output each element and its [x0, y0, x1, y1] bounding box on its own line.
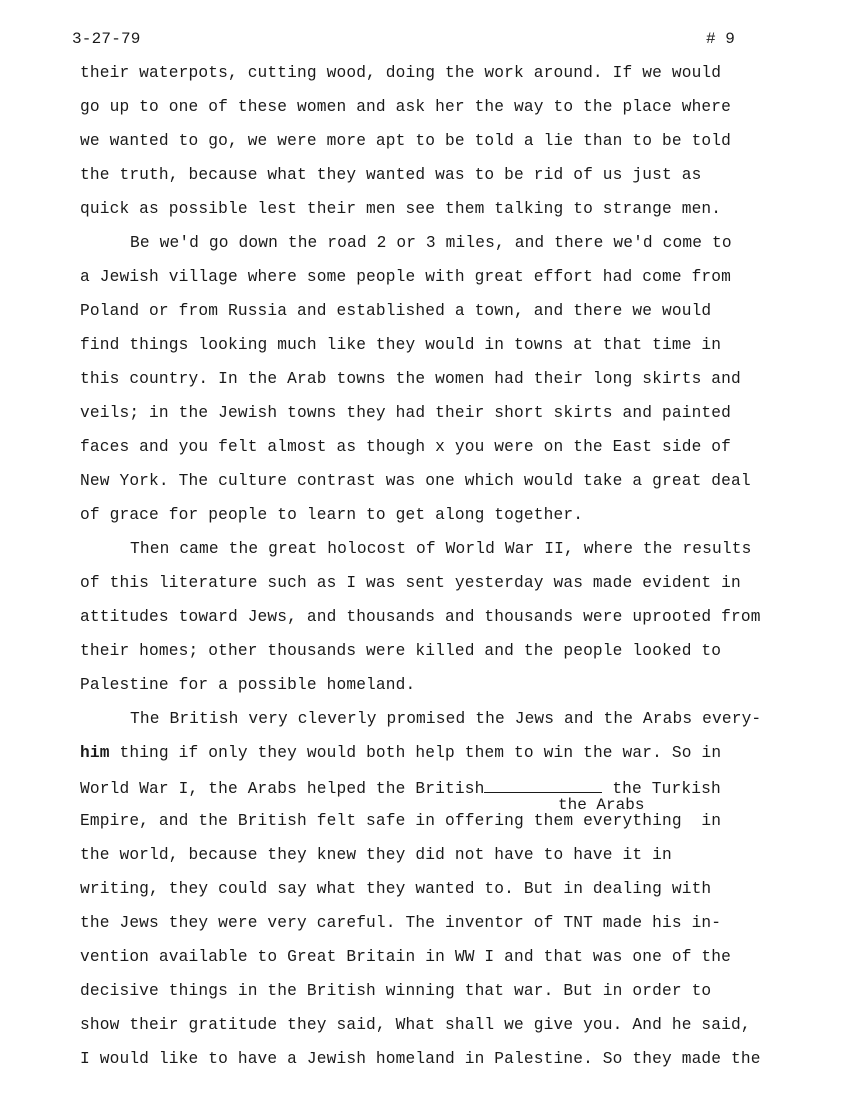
- text-line-suffix: the Turkish: [612, 780, 721, 798]
- text-line: veils; in the Jewish towns they had their short skirts and painted: [80, 404, 732, 422]
- text-line: decisive things in the British winning that war. But in order to: [80, 982, 712, 1000]
- paragraph-start-line: Then came the great holocost of World War II, where the results: [130, 540, 752, 558]
- text-line-content: thing if only they would both help them to win the war. So in: [119, 744, 722, 762]
- text-line: find things looking much like they would in towns at that time in: [80, 336, 722, 354]
- text-line: [80, 744, 721, 762]
- text-line: Empire, and the British felt safe in offering them everything in: [80, 812, 722, 830]
- text-line: New York. The culture contrast was one which would take a great deal: [80, 472, 751, 490]
- text-line: attitudes toward Jews, and thousands and thousands were uprooted from: [80, 608, 761, 626]
- text-line: writing, they could say what they wanted to. But in dealing with: [80, 880, 712, 898]
- paragraph-start-line: The British very cleverly promised the Jews and the Arabs every-: [130, 710, 762, 728]
- text-line: the Jews they were very careful. The inventor of TNT made his in-: [80, 914, 722, 932]
- text-line-prefix: World War I, the Arabs helped the British: [80, 780, 485, 798]
- text-line: of this literature such as I was sent yesterday was made evident in: [80, 574, 741, 592]
- overstrike-text: him: [80, 744, 110, 762]
- text-line: their waterpots, cutting wood, doing the work around. If we would: [80, 64, 722, 82]
- text-line: [80, 778, 721, 798]
- text-line: faces and you felt almost as though x you were on the East side of: [80, 438, 732, 456]
- text-line: quick as possible lest their men see them talking to strange men.: [80, 200, 722, 218]
- text-line: go up to one of these women and ask her the way to the place where: [80, 98, 732, 116]
- paragraph-start-line: Be we'd go down the road 2 or 3 miles, and there we'd come to: [130, 234, 732, 252]
- text-line: vention available to Great Britain in WW I and that was one of the: [80, 948, 732, 966]
- text-line: Poland or from Russia and established a town, and there we would: [80, 302, 712, 320]
- text-line: a Jewish village where some people with great effort had come from: [80, 268, 732, 286]
- text-line: the truth, because what they wanted was to be rid of us just as: [80, 166, 702, 184]
- text-line: Palestine for a possible homeland.: [80, 676, 416, 694]
- text-line: I would like to have a Jewish homeland in Palestine. So they made the: [80, 1050, 761, 1068]
- interlinear-insertion: the Arabs: [558, 796, 645, 814]
- text-line: show their gratitude they said, What shall we give you. And he said,: [80, 1016, 751, 1034]
- text-line: of grace for people to learn to get along together.: [80, 506, 584, 524]
- blank-underline: [484, 778, 602, 793]
- page-date: 3-27-79: [72, 30, 141, 48]
- page-number: # 9: [706, 30, 735, 48]
- text-line: their homes; other thousands were killed and the people looked to: [80, 642, 722, 660]
- text-line: the world, because they knew they did not have to have it in: [80, 846, 672, 864]
- text-line: we wanted to go, we were more apt to be told a lie than to be told: [80, 132, 732, 150]
- text-line: this country. In the Arab towns the women had their long skirts and: [80, 370, 741, 388]
